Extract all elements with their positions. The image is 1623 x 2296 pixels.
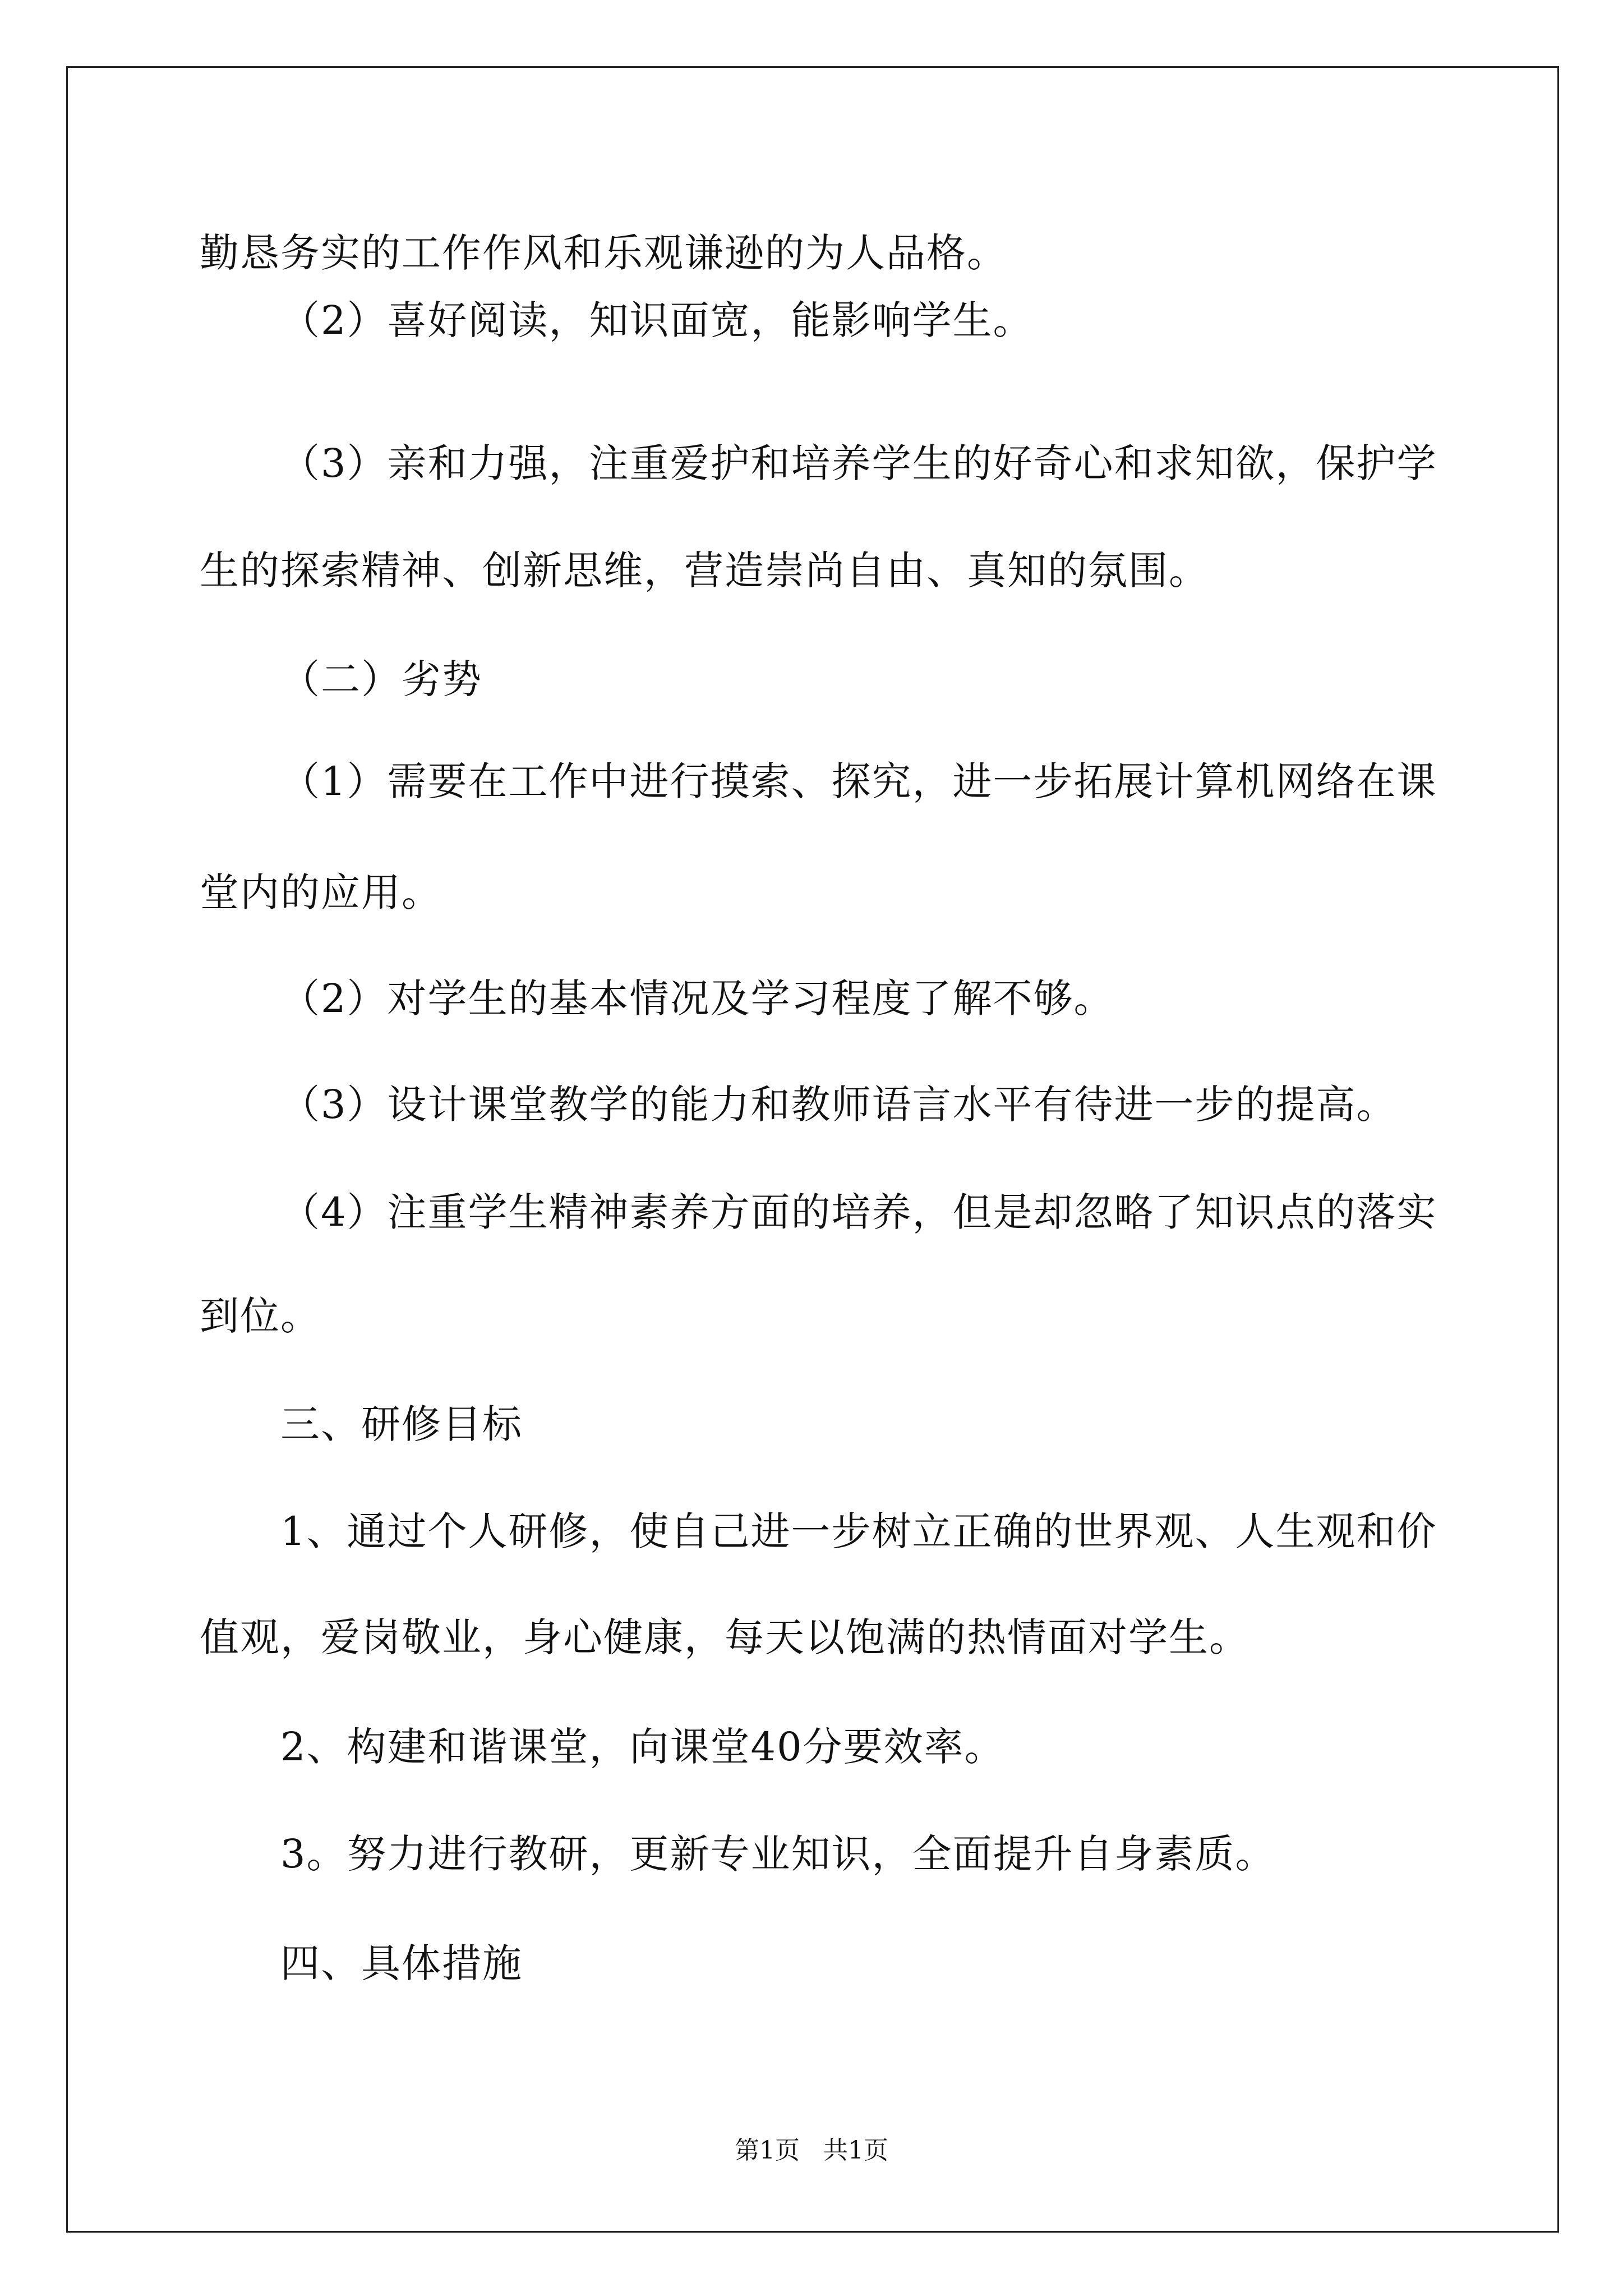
section-heading: 三、研修目标 [280,1401,523,1447]
paragraph-line: 1、通过个人研修，使自己进一步树立正确的世界观、人生观和价 [280,1508,1437,1554]
paragraph-line: （3）设计课堂教学的能力和教师语言水平有待进一步的提高。 [280,1082,1397,1128]
paragraph-line: （1）需要在工作中进行摸索、探究，进一步拓展计算机网络在课 [280,758,1437,804]
section-heading: 四、具体措施 [280,1940,523,1986]
paragraph-line: 生的探索精神、创新思维，营造崇尚自由、真知的氛围。 [200,547,1209,593]
paragraph-line: 勤恳务实的工作作风和乐观谦逊的为人品格。 [200,230,1007,276]
page-border [66,66,1559,2233]
paragraph-line: （4）注重学生精神素养方面的培养，但是却忽略了知识点的落实 [280,1189,1437,1235]
paragraph-line: 堂内的应用。 [200,869,442,915]
paragraph-line: （2）对学生的基本情况及学习程度了解不够。 [280,976,1114,1022]
paragraph-line: 值观，爱岗敬业，身心健康，每天以饱满的热情面对学生。 [200,1614,1249,1660]
paragraph-line: 3。努力进行教研，更新专业知识，全面提升自身素质。 [280,1831,1276,1877]
paragraph-line: （3）亲和力强，注重爱护和培养学生的好奇心和求知欲，保护学 [280,440,1437,486]
page-number-footer: 第1页 共1页 [735,2136,888,2165]
section-heading: （二）劣势 [280,656,482,702]
paragraph-line: 2、构建和谐课堂，向课堂40分要效率。 [280,1724,1005,1770]
paragraph-line: 到位。 [200,1293,321,1339]
paragraph-line: （2）喜好阅读，知识面宽，能影响学生。 [280,297,1034,343]
